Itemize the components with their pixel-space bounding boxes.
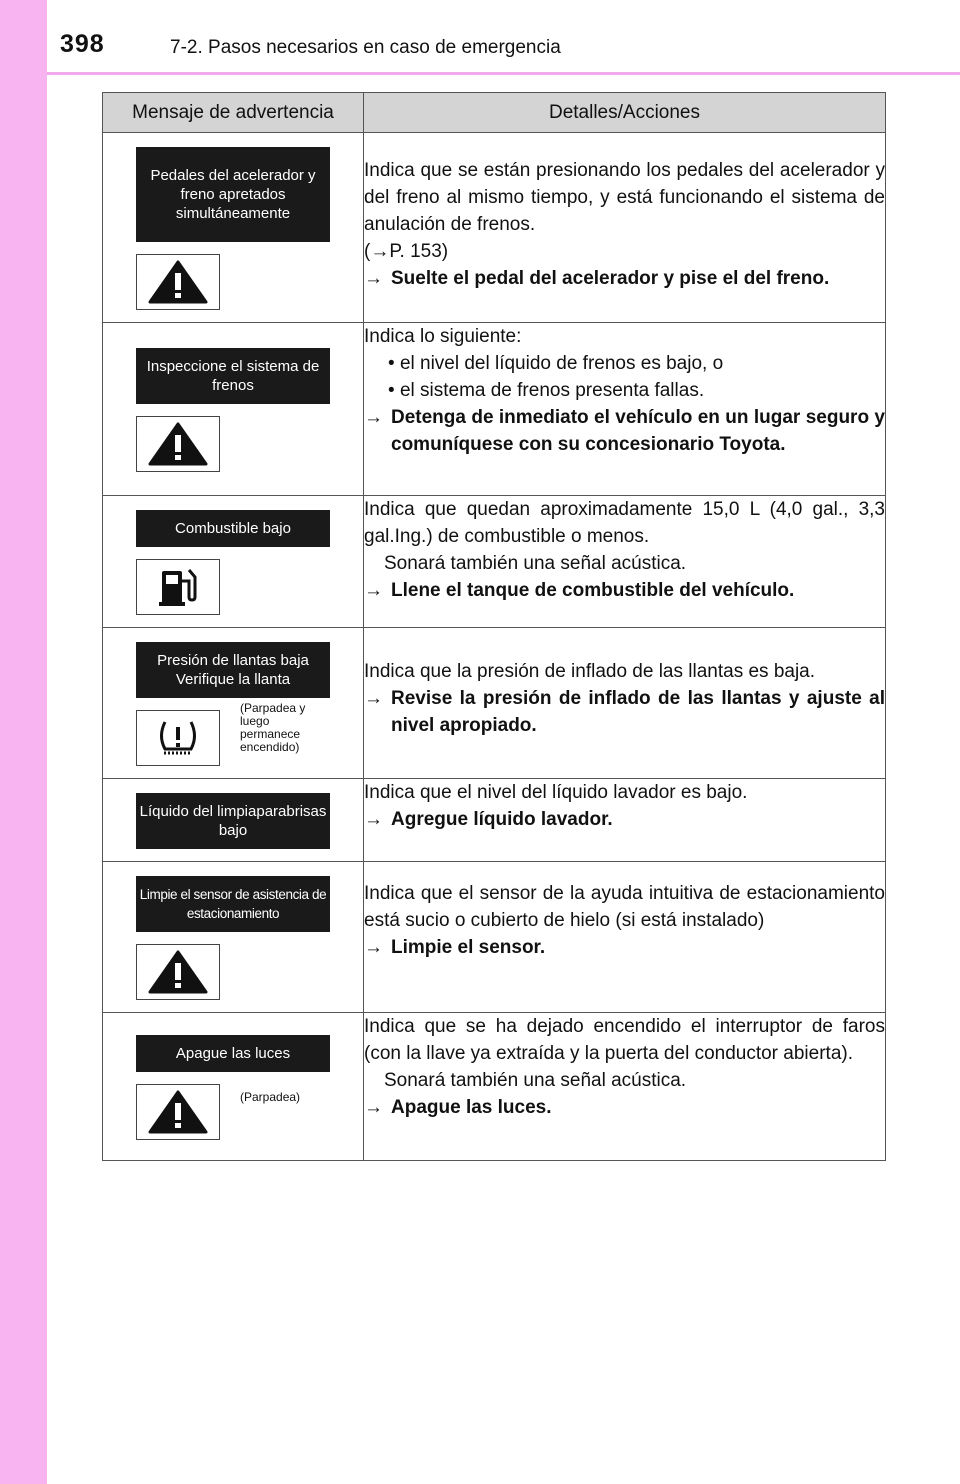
message-cell xyxy=(103,862,364,1013)
side-color-band xyxy=(0,0,47,1484)
blink-note: (Parpadea y luego permanece encendido) xyxy=(240,701,306,754)
action-line xyxy=(364,806,885,833)
description-text: Indica que el sensor de la ayuda intuitiva de estacionamiento está sucio o cubierto de hielo (si está instalado) xyxy=(364,883,885,931)
warning-messages-table xyxy=(102,92,886,1161)
arrow-icon: → xyxy=(364,268,383,289)
table-row xyxy=(103,496,886,628)
message-cell xyxy=(103,628,364,779)
section-title: 7-2. Pasos necesarios en caso de emergencia xyxy=(170,37,561,58)
arrow-icon: → xyxy=(364,1097,383,1118)
details-cell xyxy=(364,323,886,496)
action-text: Apague las luces. xyxy=(391,1097,552,1118)
table-row xyxy=(103,628,886,779)
warning-triangle-icon xyxy=(136,254,220,310)
column-header-details: Detalles/Acciones xyxy=(364,93,886,133)
fuel-pump-icon xyxy=(136,559,220,615)
blink-note: (Parpadea) xyxy=(240,1090,301,1104)
details-cell xyxy=(364,496,886,628)
column-header-message: Mensaje de advertencia xyxy=(103,93,364,133)
header-rule xyxy=(47,72,960,75)
table-row xyxy=(103,323,886,496)
details-cell xyxy=(364,1013,886,1161)
action-line xyxy=(364,265,885,292)
action-line xyxy=(364,934,885,961)
action-line xyxy=(364,577,885,604)
description-text: Indica que se están presionando los pedales del acelerador y del freno al mismo tiempo, y está funcionando el sistema de anulación de frenos. xyxy=(364,160,885,235)
description-text: Indica que el nivel del líquido lavador es bajo. xyxy=(364,782,748,803)
message-cell xyxy=(103,323,364,496)
action-text: Detenga de inmediato el vehículo en un lugar seguro y comuníquese con su concesionario Toyota. xyxy=(391,407,885,455)
warning-triangle-icon xyxy=(136,416,220,472)
page-reference: (→P. 153) xyxy=(364,241,449,262)
action-text: Agregue líquido lavador. xyxy=(391,809,613,830)
arrow-icon: → xyxy=(364,407,383,428)
details-cell xyxy=(364,133,886,323)
warning-badge: Combustible bajo xyxy=(136,510,330,547)
details-cell xyxy=(364,862,886,1013)
warning-badge: Apague las luces xyxy=(136,1035,330,1072)
action-text: Llene el tanque de combustible del vehículo. xyxy=(391,580,795,601)
arrow-icon: → xyxy=(364,580,383,601)
table-row xyxy=(103,133,886,323)
tire-pressure-icon xyxy=(136,710,220,766)
warning-badge: Presión de llantas baja Verifique la llanta xyxy=(136,642,330,698)
warning-triangle-icon xyxy=(136,1084,220,1140)
warning-triangle-icon xyxy=(136,944,220,1000)
description-text: Indica que se ha dejado encendido el interruptor de faros (con la llave ya extraída y la puerta del conductor abierta). xyxy=(364,1016,885,1064)
action-text: Limpie el sensor. xyxy=(391,937,546,958)
extra-note: Sonará también una señal acústica. xyxy=(384,553,687,574)
action-line xyxy=(364,685,885,739)
arrow-icon: → xyxy=(364,809,383,830)
details-cell xyxy=(364,779,886,862)
warning-badge: Limpie el sensor de asistencia de estacionamiento xyxy=(136,876,330,932)
description-text: Indica que quedan aproximadamente 15,0 L (4,0 gal., 3,3 gal.Ing.) de combustible o menos. xyxy=(364,499,885,547)
warning-badge: Inspeccione el sistema de frenos xyxy=(136,348,330,404)
bullet-item: • el sistema de frenos presenta fallas. xyxy=(388,380,705,401)
message-cell xyxy=(103,496,364,628)
arrow-icon: → xyxy=(364,937,383,958)
message-cell xyxy=(103,779,364,862)
table-row xyxy=(103,1013,886,1161)
action-line xyxy=(364,404,885,458)
table-row xyxy=(103,779,886,862)
bullet-item: • el nivel del líquido de frenos es bajo, o xyxy=(388,353,724,374)
extra-note: Sonará también una señal acústica. xyxy=(384,1070,687,1091)
action-text: Suelte el pedal del acelerador y pise el del freno. xyxy=(391,268,830,289)
warning-badge: Líquido del limpiaparabrisas bajo xyxy=(136,793,330,849)
action-text: Revise la presión de inflado de las llantas y ajuste al nivel apropiado. xyxy=(391,688,885,736)
description-text: Indica lo siguiente: xyxy=(364,326,522,347)
table-row xyxy=(103,862,886,1013)
description-text: Indica que la presión de inflado de las llantas es baja. xyxy=(364,661,816,682)
arrow-icon: → xyxy=(364,688,383,709)
action-line xyxy=(364,1094,885,1121)
details-cell xyxy=(364,628,886,779)
warning-badge: Pedales del acelerador y freno apretados simultáneamente xyxy=(136,147,330,242)
page-number: 398 xyxy=(60,30,105,58)
message-cell xyxy=(103,1013,364,1161)
message-cell xyxy=(103,133,364,323)
